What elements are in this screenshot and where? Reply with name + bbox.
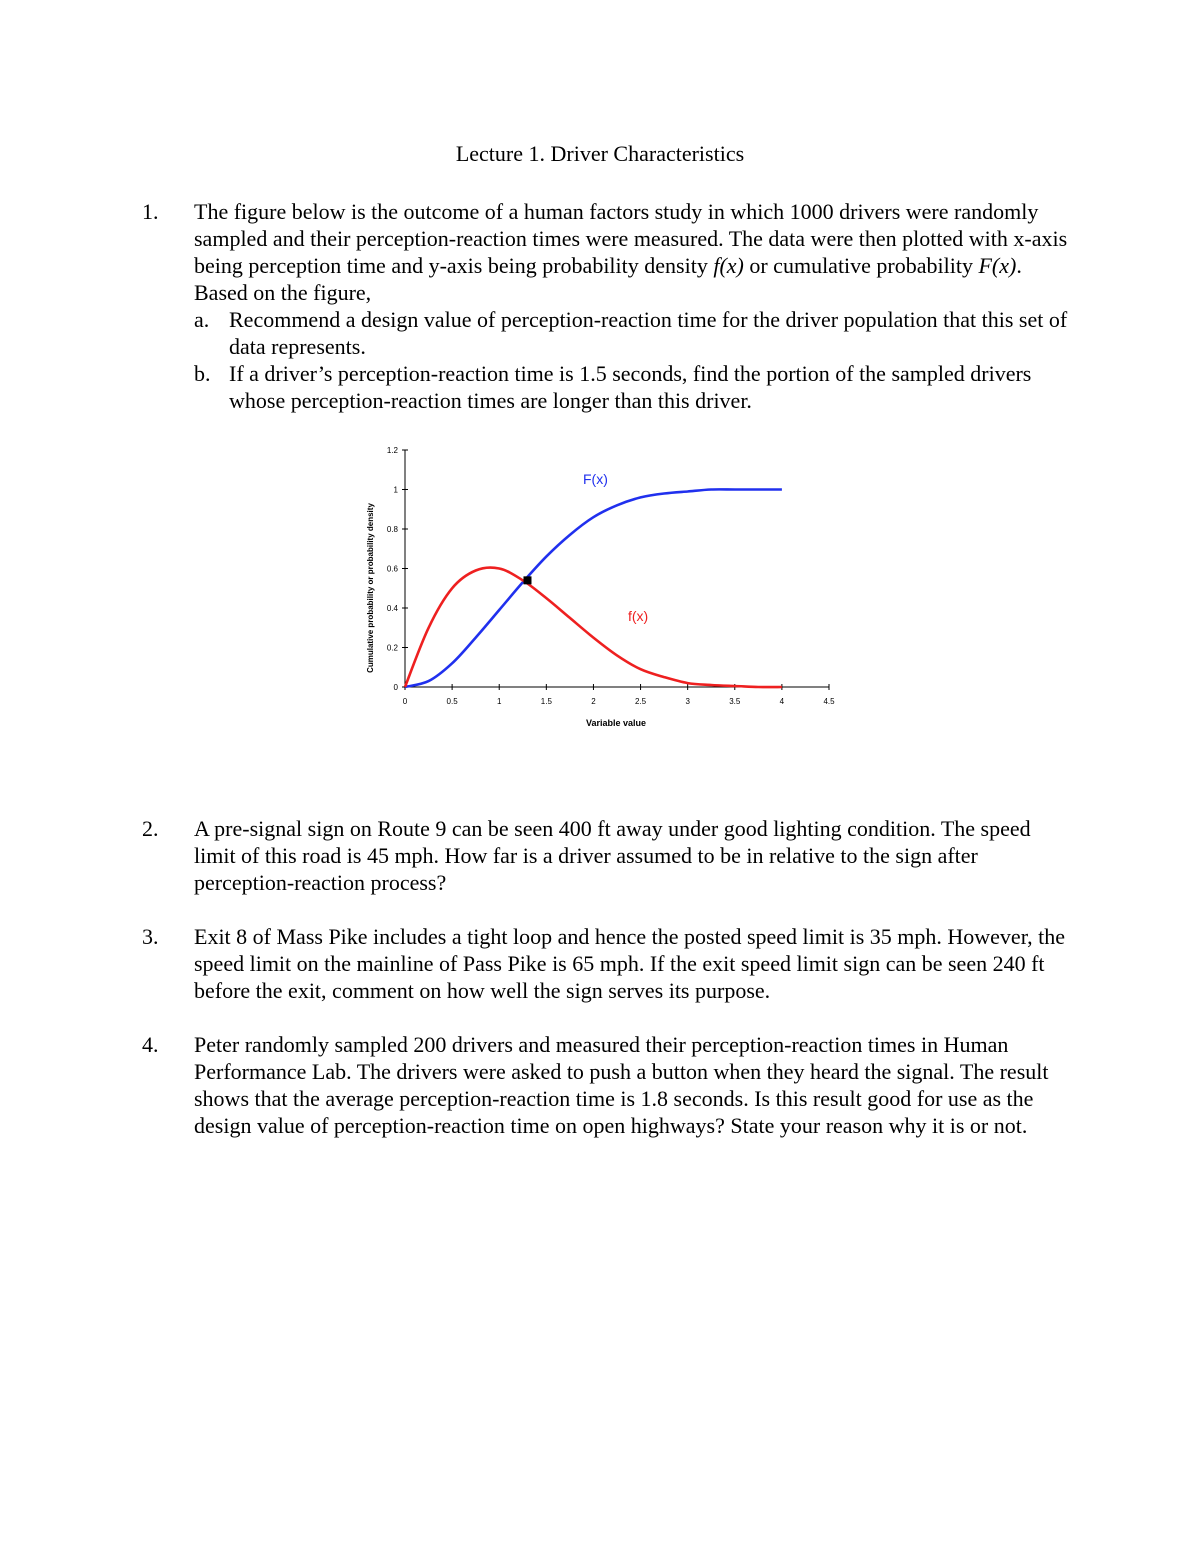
- sub-text: If a driver’s perception-reaction time is 1.5 seconds, find the portion of the sampled drivers whose perception-reaction times are longer than this driver.: [229, 361, 1032, 413]
- sub-question-a: [194, 306, 1072, 360]
- sub-question-b: [194, 360, 1072, 414]
- question-1: [142, 198, 1072, 414]
- question-text: Peter randomly sampled 200 drivers and measured their perception-reaction times in Human Performance Lab. The drivers were asked to push a button when they heard the signal. The result shows that the average perception-reaction time is 1.8 seconds. Is this result good for use as the design value of perception-reaction time on open highways? State your reason why it is or not.: [194, 1032, 1049, 1138]
- intersection-marker: [523, 576, 531, 584]
- legend-F-of-x: F(x): [583, 471, 608, 487]
- legend-f-of-x: f(x): [628, 608, 649, 624]
- f-of-x-term: f(x): [713, 253, 744, 278]
- y-tick-label: 0.2: [386, 643, 398, 653]
- y-tick-label: 1.2: [386, 446, 398, 455]
- question-text: Exit 8 of Mass Pike includes a tight loop and hence the posted speed limit is 35 mph. However, the speed limit on the mainline of Pass Pike is 65 mph. If the exit speed limit sign can be seen 240 ft before the exit, comment on how well the sign serves its purpose.: [194, 924, 1066, 1003]
- x-tick-label: 4: [779, 697, 785, 706]
- question-text: The figure below is the outcome of a human factors study in which 1000 drivers were randomly sampled and their perception-reaction times were measured. The data were then plotted with x-axis being perception time and y-axis being probability density: [194, 199, 1068, 278]
- y-axis-label: Cumulative probability or probability density: [366, 503, 375, 673]
- y-tick-label: 1: [393, 485, 398, 495]
- x-tick-label: 0: [402, 697, 408, 706]
- cumulative-series-line: [405, 489, 782, 687]
- x-axis-label: Variable value: [585, 718, 647, 728]
- y-tick-label: 0: [393, 683, 398, 692]
- reaction-time-chart: [355, 440, 845, 740]
- question-number: 1.: [142, 199, 159, 224]
- question-3: [142, 923, 1072, 1004]
- question-text: . Based on the figure,: [194, 253, 1022, 305]
- x-tick-label: 3.5: [729, 697, 741, 706]
- sub-text: Recommend a design value of perception-reaction time for the driver population that this set of data represents.: [229, 307, 1068, 359]
- page-title: Lecture 1. Driver Characteristics: [455, 141, 745, 166]
- x-tick-label: 3: [685, 697, 690, 706]
- sub-letter: b.: [194, 361, 211, 386]
- x-tick-label: 1: [496, 697, 502, 706]
- y-tick-label: 0.6: [386, 564, 398, 574]
- y-tick-label: 0.4: [386, 604, 398, 613]
- question-4: [142, 1031, 1072, 1139]
- x-tick-label: 0.5: [446, 697, 458, 706]
- x-tick-label: 2.5: [634, 697, 647, 706]
- question-text: or cumulative probability: [743, 253, 979, 278]
- density-series-line: [405, 568, 782, 688]
- x-tick-label: 2: [591, 697, 596, 706]
- question-number: 3.: [142, 924, 159, 949]
- sub-letter: a.: [194, 307, 210, 332]
- question-number: 2.: [142, 816, 159, 841]
- question-2: [142, 815, 1072, 896]
- y-tick-label: 0.8: [386, 525, 398, 534]
- question-number: 4.: [142, 1032, 159, 1057]
- x-tick-label: 4.5: [823, 697, 835, 706]
- question-text: A pre-signal sign on Route 9 can be seen 400 ft away under good lighting condition. The speed limit of this road is 45 mph. How far is a driver assumed to be in relative to the sign after perception-reaction process?: [194, 816, 1031, 895]
- x-tick-label: 1.5: [540, 697, 552, 706]
- cumulative-term: F(x): [978, 253, 1017, 278]
